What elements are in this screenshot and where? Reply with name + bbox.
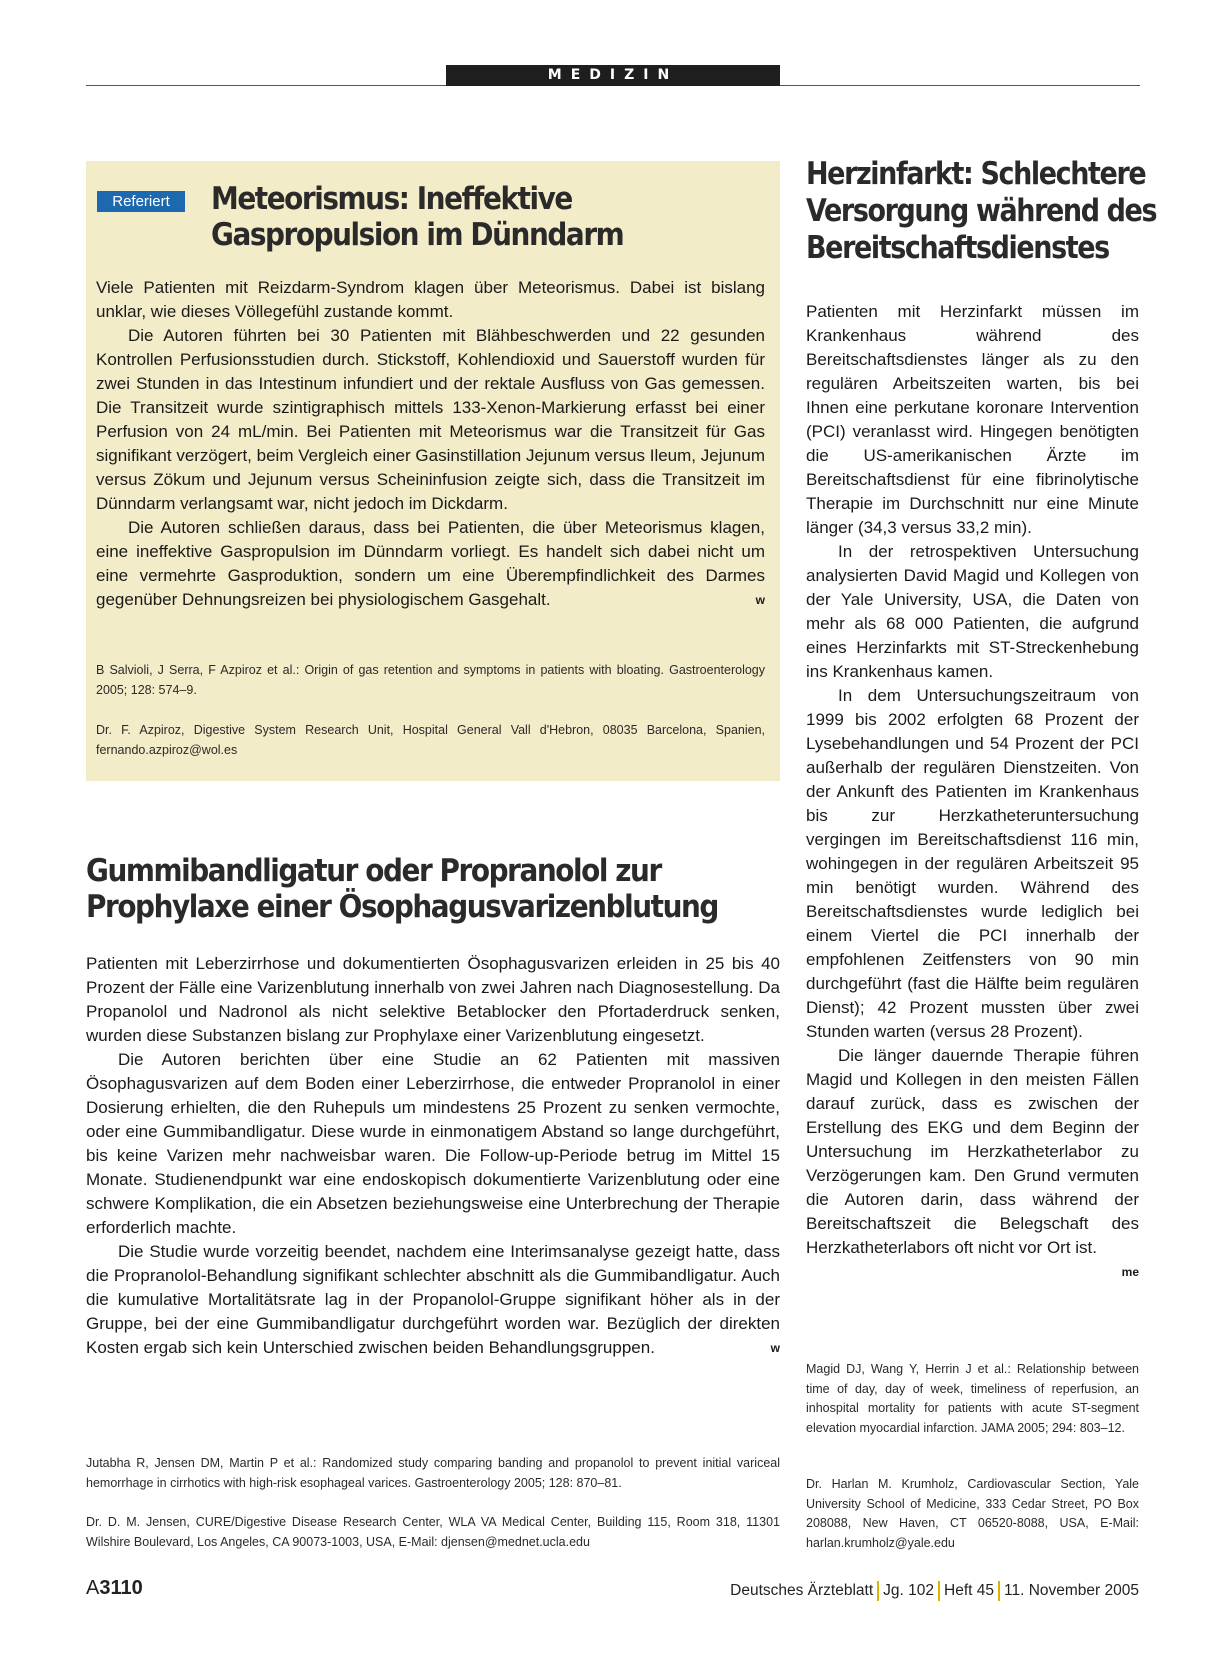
footer-citation [730,1581,1139,1601]
article3-paragraph: Die Autoren berichten über eine Studie an 62 Patienten mit massiven Ösophagusvarizen auf dem Boden einer Leberzirrhose, die entweder Propranolol in einer Dosierung erhielten, die den Ruhepuls um mindestens 25 Prozent zu senken vermochte, oder eine Gummibandligatur. Diese wurde in einmonatigem Abstand so lange durchgeführt, bis keine Varizen mehr nachweisbar waren. Die Follow-up-Periode betrug im Mittel 15 Monate. Studienendpunkt war eine endoskopisch dokumentierte Varizenblutung oder eine schwere Komplikation, die ein Absetzen beziehungsweise eine Unterbrechung der Therapie erforderlich machte. [86,1050,780,1237]
article2-paragraph: In dem Untersuchungszeitraum von 1999 bis 2002 erfolgten 68 Prozent der Lysebehandlungen und 54 Prozent der PCI außerhalb der regulären Dienstzeiten. Von der Ankunft des Patienten im Krankenhaus bis zur Herzkatheteruntersuchung vergingen im Bereitschaftsdienst 116 min, wohingegen in der regulären Arbeitszeit 95 min benötigt wurden. Während des Bereitschaftsdienstes wurde lediglich bei einem Viertel die PCI innerhalb der empfohlenen Zeitfensters von 90 min durchgeführt (fast die Hälfte beim regulären Dienst); 42 Prozent mussten über zwei Stunden warten (versus 28 Prozent). [806,686,1139,1041]
article3-title [86,853,718,925]
page-number [86,1577,143,1600]
article1-contact: Dr. F. Azpiroz, Digestive System Research Unit, Hospital General Vall d'Hebron, 08035 Barcelona, Spanien, fernando.azpiroz@wol.es [96,723,765,757]
article1-title [211,181,623,253]
article2-title [806,156,1156,267]
article2-title-line3: Bereitschaftsdienstes [806,230,1109,266]
article1-title-line1: Meteorismus: Ineffektive [211,181,572,217]
section-header: MEDIZIN [446,65,780,86]
article2-contact: Dr. Harlan M. Krumholz, Cardiovascular Section, Yale University School of Medicine, 333 Cedar Street, PO Box 208088, New Haven, CT 06520-8088, USA, E-Mail: harlan.krumholz@yale.edu [806,1477,1139,1550]
referiert-tag: Referiert [97,191,185,212]
article1-paragraph: Viele Patienten mit Reizdarm-Syndrom klagen über Meteorismus. Dabei ist bislang unklar, wie dieses Völlegefühl zustande kommt. [96,278,765,321]
article3-paragraph: Patienten mit Leberzirrhose und dokumentierten Ösophagusvarizen erleiden in 25 bis 40 Prozent der Fälle eine Varizenblutung innerhalb von zwei Jahren nach Diagnosestellung. Da Propanolol und Nadronol als nicht selektive Betablocker den Pfortaderdruck senken, wurden diese Substanzen bislang zur Prophylaxe einer Varizenblutung eingesetzt. [86,954,780,1045]
article2-title-line1: Herzinfarkt: Schlechtere [806,156,1146,192]
article3-signature: w [770,1341,780,1355]
article1-signature: w [755,593,765,607]
footer-separator [998,1581,1000,1601]
article2-body [806,300,1139,1284]
article1-paragraph [96,516,765,612]
article2-paragraph [806,1044,1139,1279]
article1-title-line2: Gaspropulsion im Dünndarm [211,217,624,253]
article3-body [86,952,780,1360]
article1-paragraph: Die Autoren führten bei 30 Patienten mit Blähbeschwerden und 22 gesunden Kontrollen Perfusionsstudien durch. Stickstoff, Kohlendioxid und Sauerstoff wurden für zwei Stunden in das Intestinum infundiert und der rektale Ausfluss von Gas gemessen. Die Transitzeit wurde szintigraphisch mittels 133-Xenon-Markierung erfasst bei einer Perfusion von 24 mL/min. Bei Patienten mit Meteorismus war die Transitzeit für Gas signifikant verzögert, beim Vergleich einer Gasinstillation Jejunum versus Ileum, Jejunum versus Zökum und Jejunum versus Scheininfusion zeigte sich, dass die Transitzeit im Dünndarm verlangsamt war, nicht jedoch im Dickdarm. [96,326,765,513]
article2-title-line2: Versorgung während des [806,193,1157,229]
footer-volume: Jg. 102 [883,1582,935,1599]
article2-signature: me [1121,1265,1139,1279]
article2-paragraph-text: Die länger dauernde Therapie führen Magid und Kollegen in den meisten Fällen darauf zurück, dass es zwischen der Erstellung des EKG und dem Beginn der Untersuchung im Herzkatheterlabor zu Verzögerungen kam. Den Grund vermuten die Autoren darin, dass während der Bereitschaftszeit die Belegschaft des Herzkatheterlabors oft nicht vor Ort ist. [806,1046,1139,1257]
article2-reference: Magid DJ, Wang Y, Herrin J et al.: Relationship between time of day, day of week, timeliness of reperfusion, an inhospital mortality for patients with acute ST-segment elevation myocardial infarction. JAMA 2005; 294: 803–12. [806,1362,1139,1435]
article1-body [96,276,765,612]
article1-reference: B Salvioli, J Serra, F Azpiroz et al.: Origin of gas retention and symptoms in patients with bloating. Gastroenterology 2005; 128: 574–9. [96,663,765,697]
footer-separator [938,1581,940,1601]
page-prefix: A [86,1577,100,1599]
article3-paragraph-text: Die Studie wurde vorzeitig beendet, nachdem eine Interimsanalyse gezeigt hatte, dass die Propranolol-Behandlung signifikant schlechter abschnitt als die Gummibandligatur. Auch die kumulative Mortalitätsrate lag in der Propanolol-Gruppe signifikant höher als in der Gruppe, bei der eine Gummibandligatur durchgeführt worden war. Bezüglich der direkten Kosten ergab sich kein Unterschied zwischen beiden Behandlungsgruppen. [86,1242,780,1357]
footer-journal: Deutsches Ärzteblatt [730,1582,874,1599]
footer-issue: Heft 45 [944,1582,994,1599]
article1-paragraph-text: Die Autoren schließen daraus, dass bei Patienten, die über Meteorismus klagen, eine ineffektive Gaspropulsion im Dünndarm vorliegt. Es handelt sich dabei nicht um eine vermehrte Gasproduktion, sondern um eine Überempfindlichkeit des Darmes gegenüber Dehnungsreizen bei physiologischem Gasgehalt. [96,518,765,609]
article2-paragraph: In der retrospektiven Untersuchung analysierten David Magid und Kollegen von der Yale University, USA, die Daten von mehr als 68 000 Patienten, die aufgrund eines Herzinfarkts mit ST-Streckenhebung ins Krankenhaus kamen. [806,542,1139,681]
article3-title-line1: Gummibandligatur oder Propranolol zur [86,853,661,889]
article3-reference: Jutabha R, Jensen DM, Martin P et al.: Randomized study comparing banding and propanolol to prevent initial variceal hemorrhage in cirrhotics with high-risk esophageal varices. Gastroenterology 2005; 128: 870–81. [86,1456,780,1490]
article2-paragraph: Patienten mit Herzinfarkt müssen im Krankenhaus während des Bereitschaftsdienstes länger als zu den regulären Arbeitszeiten warten, bis bei Ihnen eine perkutane koronare Intervention (PCI) veranlasst wird. Hingegen benötigten die US-amerikanischen Ärzte im Bereitschaftsdienst für eine fibrinolytische Therapie im Durchschnitt nur eine Minute länger (34,3 versus 33,2 min). [806,302,1139,537]
footer-date: 11. November 2005 [1004,1582,1139,1599]
page-number-value: 3110 [99,1577,143,1599]
article3-title-line2: Prophylaxe einer Ösophagusvarizenblutung [86,889,718,925]
article3-paragraph [86,1240,780,1360]
footer-separator [877,1581,879,1601]
article3-contact: Dr. D. M. Jensen, CURE/Digestive Disease Research Center, WLA VA Medical Center, Building 115, Room 318, 11301 Wilshire Boulevard, Los Angeles, CA 90073-1003, USA, E-Mail: djensen@mednet.ucla.edu [86,1515,780,1549]
